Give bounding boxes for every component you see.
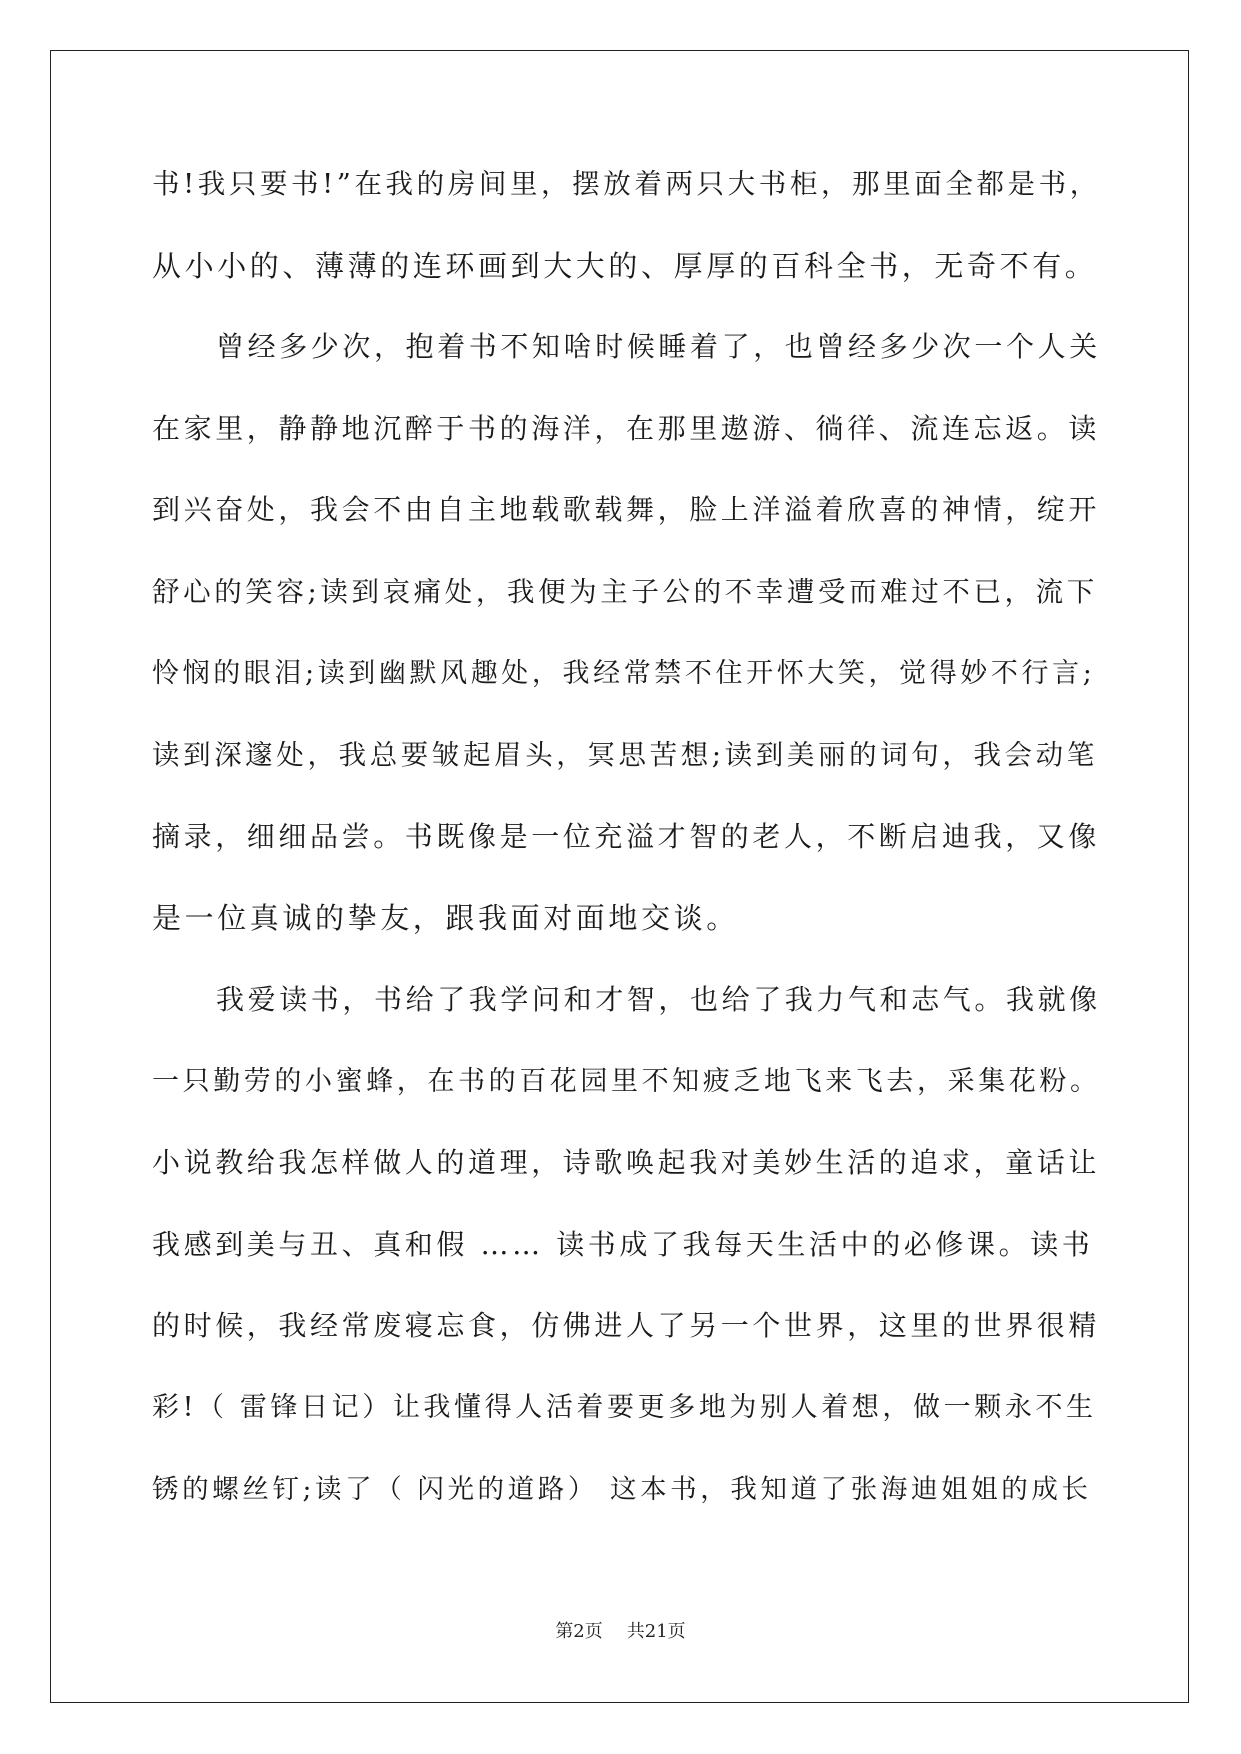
text-line: 的时候，我经常废寝忘食，仿佛进人了另一个世界，这里的世界很精	[152, 1309, 1101, 1343]
text-line: 曾经多少次，抱着书不知啥时候睡着了，也曾经多少次一个人关	[216, 330, 1101, 364]
text-line: 小说教给我怎样做人的道理，诗歌唤起我对美妙生活的追求，童话让	[152, 1146, 1101, 1180]
text-line: 一只勤劳的小蜜蜂，在书的百花园里不知疲乏地飞来飞去，采集花粉。	[152, 1065, 1101, 1097]
text-line: 读到深邃处，我总要皱起眉头，冥思苦想;读到美丽的词句，我会动笔	[152, 739, 1098, 772]
page-footer	[0, 1617, 1241, 1643]
text-line: 锈的螺丝钉;读了（ 闪光的道路） 这本书，我知道了张海迪姐姐的成长	[152, 1473, 1092, 1505]
text-line: 在家里，静静地沉醉于书的海洋，在那里遨游、徜徉、流连忘返。读	[152, 411, 1101, 445]
text-line: 舒心的笑容;读到哀痛处，我便为主子公的不幸遭受而难过不已，流下	[152, 575, 1098, 608]
text-line: 我感到美与丑、真和假 …… 读书成了我每天生活中的必修课。读书	[152, 1227, 1094, 1261]
text-line: 彩!（ 雷锋日记）让我懂得人活着要更多地为别人着想，做一颗永不生	[152, 1391, 1097, 1423]
page-number: 第2页	[555, 1621, 603, 1642]
text-line: 怜悯的眼泪;读到幽默风趣处，我经常禁不住开怀大笑，觉得妙不行言;	[152, 657, 1096, 689]
text-line: 书!我只要书!”在我的房间里，摆放着两只大书柜，那里面全都是书，	[152, 168, 1101, 200]
text-line: 到兴奋处，我会不由自主地载歌载舞，脸上洋溢着欣喜的神情，绽开	[152, 493, 1101, 527]
text-line: 是一位真诚的挚友，跟我面对面地交谈。	[152, 901, 739, 936]
text-line: 从小小的、薄薄的连环画到大大的、厚厚的百科全书，无奇不有。	[152, 248, 1098, 283]
document-body	[152, 168, 1102, 1555]
text-line: 摘录，细细品尝。书既像是一位充溢才智的老人，不断启迪我，又像	[152, 819, 1101, 853]
text-line: 我爱读书，书给了我学问和才智，也给了我力气和志气。我就像	[216, 982, 1101, 1016]
page-total: 共21页	[626, 1621, 686, 1642]
